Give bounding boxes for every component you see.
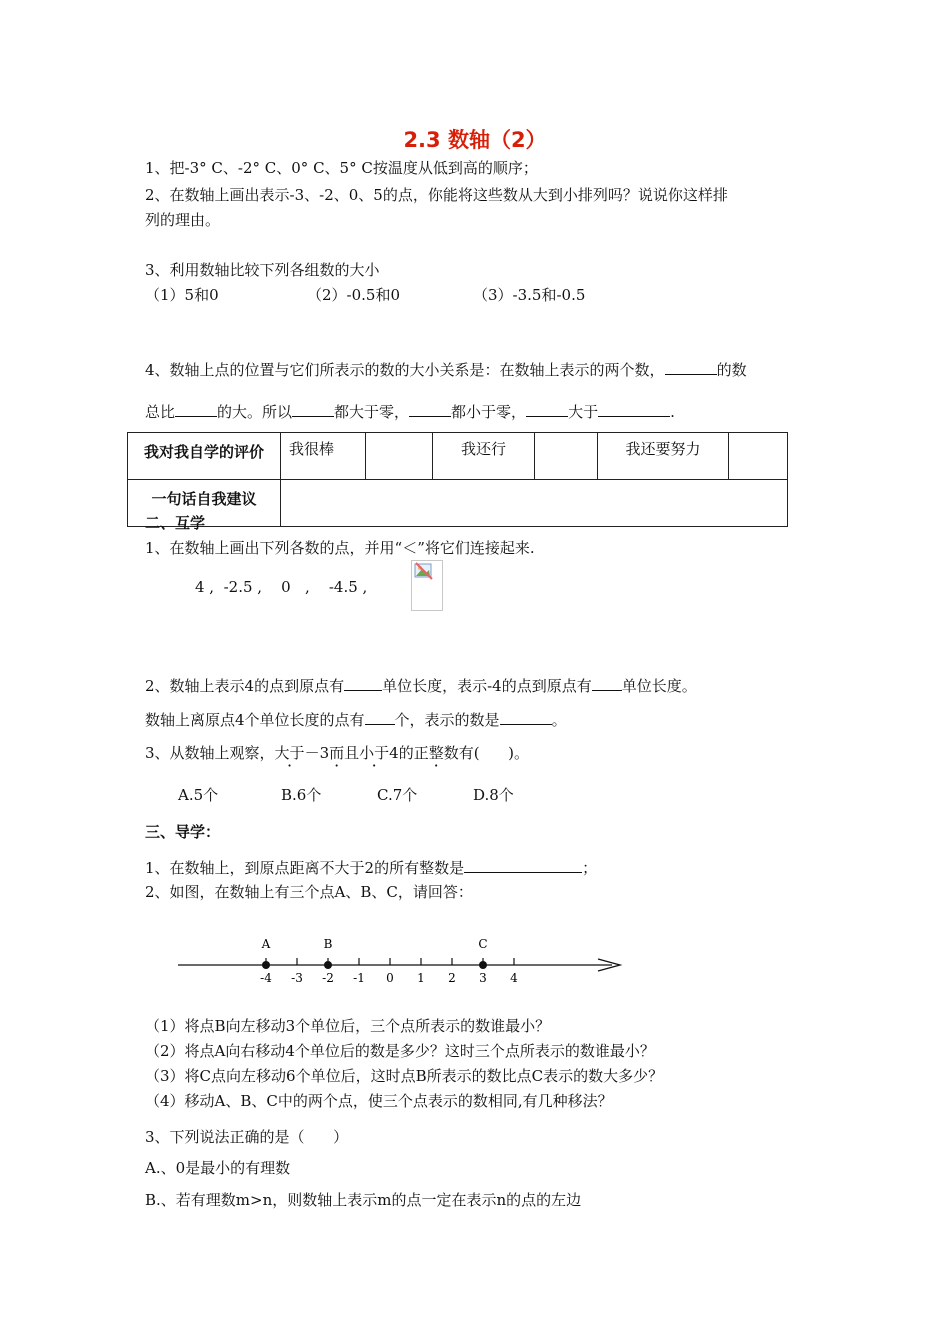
eval-checkbox-2[interactable]	[535, 433, 598, 480]
s3-q3-option-b[interactable]: B.、若有理数m>n，则数轴上表示m的点一定在表示n的点的左边	[145, 1191, 582, 1209]
q4-text-a: 4、数轴上点的位置与它们所表示的数的大小关系是：在数轴上表示的两个数，	[145, 361, 665, 379]
number-line-tick-label: 3	[479, 971, 487, 985]
option-b[interactable]: B.6个	[281, 786, 322, 804]
option-c[interactable]: C.7个	[377, 786, 418, 804]
number-line-point-label: C	[478, 937, 488, 951]
q4-text-b: 的数	[716, 361, 747, 379]
section-2-question-2-line-2	[145, 709, 567, 730]
number-line-tick-label: -2	[322, 971, 334, 985]
s2q2-text-d: 数轴上离原点4个单位长度的点有	[145, 711, 365, 729]
s3-q2-sub-3: （3）将C点向左移动6个单位后，这时点B所表示的数比点C表示的数大多少？	[145, 1067, 664, 1085]
s2q3-text: 有( )。	[458, 744, 530, 762]
question-3-part-2: （2）-0.5和0	[307, 286, 401, 304]
fill-blank[interactable]	[665, 359, 717, 375]
suggestion-label: 一句话自我建议	[128, 480, 281, 527]
eval-option-3: 我还要努力	[598, 433, 729, 480]
q4-text-h: .	[670, 403, 675, 421]
section-3-heading: 三、导学：	[145, 823, 221, 841]
fill-blank[interactable]	[500, 709, 552, 725]
section-2-question-2-line-1	[145, 675, 697, 696]
fill-blank[interactable]	[464, 857, 582, 873]
section-2-question-3	[145, 743, 529, 763]
fill-blank[interactable]	[598, 401, 670, 417]
number-line-tick-label: -3	[291, 971, 303, 985]
question-4-line-2	[145, 401, 675, 422]
s2q2-text-f: 。	[551, 711, 567, 729]
suggestion-field[interactable]	[281, 480, 788, 527]
question-3-part-1: （1）5和0	[145, 286, 219, 304]
s2q3-text: －3	[304, 744, 330, 762]
option-d[interactable]: D.8个	[473, 786, 514, 804]
eval-checkbox-3[interactable]	[729, 433, 788, 480]
s3-q2-sub-2: （2）将点A向右移动4个单位后的数是多少？这时三个点所表示的数谁最小？	[145, 1042, 655, 1060]
number-line-point-label: A	[261, 937, 271, 951]
s3-q2-sub-4: （4）移动A、B、C中的两个点，使三个点表示的数相同,有几种移法？	[145, 1092, 613, 1110]
s2q3-emphasis: 小于	[359, 744, 390, 762]
s2q3-text: 且	[344, 744, 360, 762]
s3-q2-sub-1: （1）将点B向左移动3个单位后，三个点所表示的数谁最小？	[145, 1017, 551, 1035]
number-line-tick-label: 4	[510, 971, 518, 985]
s3q1-text: 1、在数轴上，到原点距离不大于2的所有整数是	[145, 859, 465, 877]
s2q2-text-a: 2、数轴上表示4的点到原点有	[145, 677, 345, 695]
question-3-part-3: （3）-3.5和-0.5	[473, 286, 586, 304]
fill-blank[interactable]	[344, 675, 382, 691]
number-line-tick-label: -1	[353, 971, 365, 985]
eval-option-2: 我还行	[433, 433, 535, 480]
question-1: 1、把-3° C、-2° C、0° C、5° C按温度从低到高的顺序；	[145, 159, 538, 177]
s2q3-emphasis: 大于	[274, 744, 305, 762]
q4-text-g: 大于	[568, 403, 599, 421]
question-4-line-1	[145, 359, 747, 380]
q4-text-d: 的大。所以	[217, 403, 293, 421]
s3q1-text: ；	[582, 859, 598, 877]
question-2-line-1: 2、在数轴上画出表示-3、-2、0、5的点，你能将这些数从大到小排列吗？说说你这样排	[145, 186, 728, 204]
fill-blank[interactable]	[526, 401, 568, 417]
s2q3-text: 4的	[389, 744, 414, 762]
s3-q3-option-a[interactable]: A.、0是最小的有理数	[145, 1159, 291, 1177]
q4-text-c: 总比	[145, 403, 176, 421]
section-2-question-1: 1、在数轴上画出下列各数的点，并用“＜”将它们连接起来.	[145, 539, 535, 557]
s2q3-emphasis: 而	[329, 744, 345, 762]
q4-text-e: 都大于零，	[334, 403, 410, 421]
fill-blank[interactable]	[365, 709, 395, 725]
s2q2-text-b: 单位长度，表示-4的点到原点有	[382, 677, 592, 695]
section-3-question-2: 2、如图，在数轴上有三个点A、B、C，请回答：	[145, 883, 473, 901]
fill-blank[interactable]	[175, 401, 217, 417]
number-line-point	[324, 961, 332, 969]
number-line-point	[479, 961, 487, 969]
question-2-line-2: 列的理由。	[145, 211, 221, 229]
number-line-tick-label: -4	[260, 971, 272, 985]
number-line-figure	[0, 925, 950, 995]
s2q2-text-c: 单位长度。	[621, 677, 697, 695]
fill-blank[interactable]	[292, 401, 334, 417]
number-line-tick-label: 2	[448, 971, 456, 985]
broken-image-icon	[411, 560, 443, 611]
s2q2-text-e: 个，表示的数是	[394, 711, 500, 729]
fill-blank[interactable]	[592, 675, 622, 691]
s2q3-text: 3、从数轴上观察，	[145, 744, 275, 762]
section-3-question-3: 3、下列说法正确的是（ ）	[145, 1128, 349, 1146]
number-line-tick-label: 0	[386, 971, 394, 985]
self-evaluation-table	[127, 432, 788, 527]
eval-option-1: 我很棒	[281, 433, 366, 480]
option-a[interactable]: A.5个	[178, 786, 219, 804]
q4-text-f: 都小于零，	[451, 403, 527, 421]
number-line-tick-label: 1	[417, 971, 425, 985]
s2q3-emphasis: 正整数	[413, 744, 459, 762]
eval-checkbox-1[interactable]	[366, 433, 433, 480]
question-3: 3、利用数轴比较下列各组数的大小	[145, 261, 380, 279]
eval-label: 我对我自学的评价	[128, 433, 281, 480]
page-title: 2.3 数轴（2）	[403, 128, 547, 152]
fill-blank[interactable]	[409, 401, 451, 417]
section-2-heading: 二、互学	[145, 514, 206, 532]
number-line-point-label: B	[323, 937, 333, 951]
number-line-point	[262, 961, 270, 969]
section-2-numbers: 4 , -2.5 , 0 , -4.5 ,	[195, 578, 368, 596]
section-3-question-1	[145, 857, 597, 878]
